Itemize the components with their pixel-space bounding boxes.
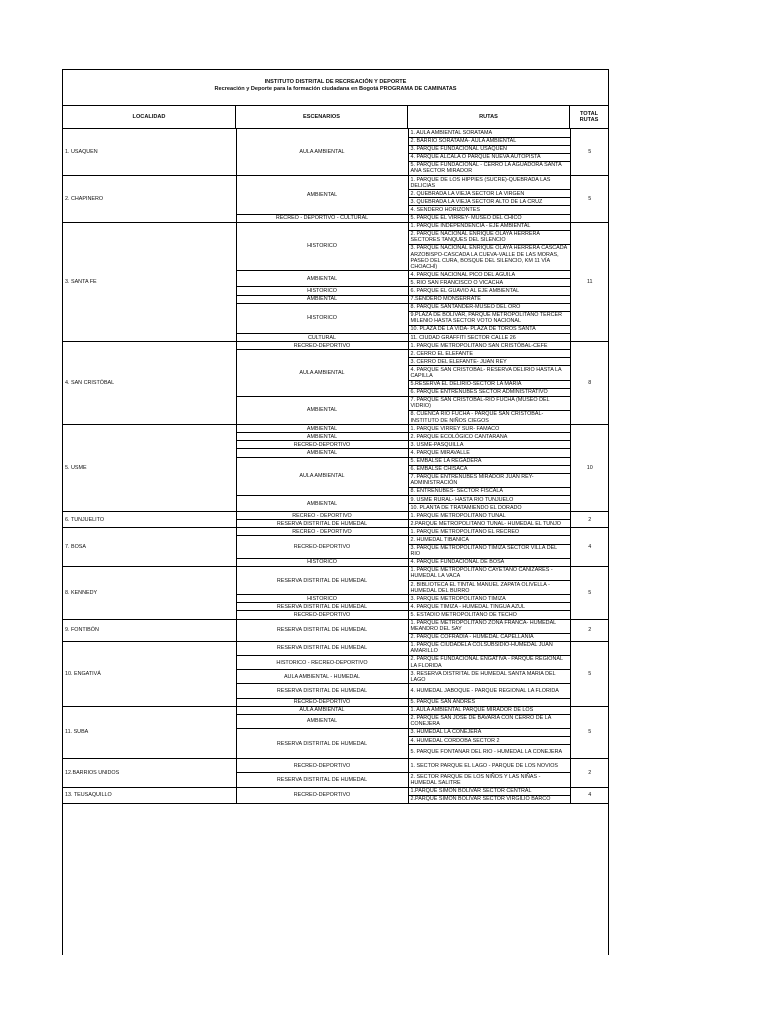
ruta-cell: 4. PARQUE MIRAVALLE — [408, 449, 570, 457]
routes-table — [63, 129, 609, 804]
localidad-cell: 11. SUBA — [63, 706, 236, 759]
ruta-cell: 5. ESTADIO METROPOLITANO DE TECHO — [408, 611, 570, 619]
ruta-cell: 7. PARQUE ENTRENUBES MIRADOR JUAN REY- ADMINISTRACIÓN — [408, 473, 570, 487]
table-row — [63, 425, 609, 433]
total-rutas-cell: 5 — [570, 566, 609, 619]
table-row — [63, 176, 609, 190]
ruta-cell: 7.SENDERO MONSERRATE — [408, 295, 570, 303]
escenario-cell: RECREO - DEPORTIVO — [236, 512, 408, 520]
ruta-cell: 4. PARQUE SAN CRISTOBAL- RESERVA DELIRIO HASTA LA CAPILLA — [408, 366, 570, 380]
ruta-cell: 3. QUEBRADA LA VIEJA SECTOR ALTO DE LA CRUZ — [408, 198, 570, 206]
escenario-cell: RESERVA DISTRITAL DE HUMEDAL — [236, 773, 408, 787]
ruta-cell: 9. USME RURAL- HASTA RIO TUNJUELO — [408, 496, 570, 504]
ruta-cell: 3. USME-PASQUILLA — [408, 441, 570, 449]
ruta-cell: 3. CERRO DEL ELEFANTE- JUAN REY — [408, 358, 570, 366]
ruta-cell: 4. PARQUE ALCALA O PARQUE NUEVA AUTOPISTA — [408, 153, 570, 161]
escenario-cell: AMBIENTAL — [236, 433, 408, 441]
ruta-cell: 2. BARRIO SORATAMA- AULA AMBIENTAL — [408, 137, 570, 145]
ruta-cell: 6. PARQUE ENTRENUBES SECTOR ADMINISTRATIVO — [408, 388, 570, 396]
ruta-cell: 1. PARQUE METROPOLITANO TUNAL — [408, 512, 570, 520]
escenario-cell: RESERVA DISTRITAL DE HUMEDAL — [236, 684, 408, 698]
localidad-cell: 4. SAN CRISTÓBAL — [63, 342, 236, 425]
title-line-1: INSTITUTO DISTRITAL DE RECREACIÓN Y DEPORTE — [264, 79, 407, 85]
header-rutas: RUTAS — [408, 106, 570, 128]
escenario-cell: AULA AMBIENTAL — [236, 457, 408, 495]
table-row — [63, 528, 609, 536]
localidad-cell: 10. ENGATIVÁ — [63, 641, 236, 706]
header-localidad: LOCALIDAD — [63, 106, 236, 128]
total-rutas-cell: 5 — [570, 129, 609, 176]
escenario-cell: AMBIENTAL — [236, 295, 408, 303]
localidad-cell: 3. SANTA FE — [63, 222, 236, 342]
document-title — [63, 70, 608, 106]
ruta-cell: 5. PARQUE FUNDACIONAL - CERRO LA AGUADORA SANTA ANA SECTOR MIRADOR — [408, 161, 570, 175]
ruta-cell: 4. PARQUE TIMIZA - HUMEDAL TINGUA AZUL — [408, 603, 570, 611]
ruta-cell: 4. SENDERO HORIZONTES — [408, 206, 570, 214]
ruta-cell: 3. PARQUE FUNDACIONAL USAQUEN — [408, 145, 570, 153]
header-escenarios: ESCENARIOS — [236, 106, 408, 128]
ruta-cell: 4. HUMEDAL CORDOBA SECTOR 2 — [408, 737, 570, 745]
table-row — [63, 641, 609, 655]
total-rutas-cell: 10 — [570, 425, 609, 512]
ruta-cell: 3. PARQUE METROPOLITANO TIMIZA SECTOR VILLA DEL RIO — [408, 544, 570, 558]
ruta-cell: 7. PARQUE SAN CRISTOBAL-RIO FUCHA (MUSEO DEL VIDRIO) — [408, 396, 570, 410]
total-rutas-cell: 4 — [570, 787, 609, 803]
ruta-cell: 1. SECTOR PARQUE EL LAGO - PARQUE DE LOS NOVIOS — [408, 759, 570, 773]
ruta-cell: 2. BIBLIOTECA EL TINTAL MANUEL ZAPATA OLIVELLA - HUMEDAL DEL BURRO — [408, 581, 570, 595]
escenario-cell: AMBIENTAL — [236, 714, 408, 728]
localidad-cell: 7. BOSA — [63, 528, 236, 566]
ruta-cell: 10. PLANTA DE TRATAMIENDO EL DORADO — [408, 504, 570, 512]
localidad-cell: 13. TEUSAQUILLO — [63, 787, 236, 803]
escenario-cell: HISTORICO — [236, 287, 408, 295]
localidad-cell: 6. TUNJUELITO — [63, 512, 236, 528]
ruta-cell: 3. RESERVA DISTRITAL DE HUMEDAL SANTA MARIA DEL LAGO — [408, 670, 570, 684]
escenario-cell: RESERVA DISTRITAL DE HUMEDAL — [236, 728, 408, 758]
ruta-cell: 2. PARQUE COFRADIA - HUMEDAL CAPELLANIA — [408, 633, 570, 641]
table-row — [63, 566, 609, 580]
ruta-cell: 2. CERRO EL ELEFANTE — [408, 350, 570, 358]
title-line-2: Recreación y Deporte para la formación ciudadana en Bogotá PROGRAMA DE CAMINATAS — [214, 86, 457, 92]
ruta-cell: 1. PARQUE METROPOLITANO EL RECREO — [408, 528, 570, 536]
ruta-cell: 8. CUENCA RIO FUCHA - PARQUE SAN CRISTOBAL- INSTITUTO DE NIÑOS CIEGOS — [408, 410, 570, 424]
ruta-cell: 4. HUMEDAL JABOQUE - PARQUE REGIONAL LA FLORIDA — [408, 684, 570, 698]
ruta-cell: 4. PARQUE NACIONAL PICO DEL AGUILA — [408, 271, 570, 279]
ruta-cell: 6. PARQUE EL GUAVIO AL EJE AMBIENTAL — [408, 287, 570, 295]
ruta-cell: 5. RIO SAN FRANCISCO O VICACHA — [408, 279, 570, 287]
ruta-cell: 2. PARQUE NACIONAL ENRIQUE OLAYA HERRERA SECTORES TANQUES DEL SILENCIO — [408, 230, 570, 244]
escenario-cell: HISTORICO — [236, 595, 408, 603]
escenario-cell: AMBIENTAL — [236, 396, 408, 424]
total-rutas-cell: 8 — [570, 342, 609, 425]
ruta-cell: 3. HUMEDAL LA CONEJERA — [408, 728, 570, 736]
document-page — [62, 69, 609, 955]
total-rutas-cell: 11 — [570, 222, 609, 342]
escenario-cell: RECREO-DEPORTIVO — [236, 342, 408, 350]
escenario-cell: RESERVA DISTRITAL DE HUMEDAL — [236, 566, 408, 594]
ruta-cell: 6. EMBALSE CHISACA — [408, 465, 570, 473]
localidad-cell: 2. CHAPINERO — [63, 176, 236, 223]
table-header — [63, 106, 608, 129]
ruta-cell: 9.PLAZA DE BOLIVAR, PARQUE METROPOLITANO TERCER MILENIO HASTA SECTOR VOTO NACIONAL — [408, 311, 570, 325]
escenario-cell: AULA AMBIENTAL — [236, 129, 408, 176]
table-row — [63, 512, 609, 520]
localidad-cell: 1. USAQUEN — [63, 129, 236, 176]
ruta-cell: 1. PARQUE INDEPENDENCIA - EJE AMBIENTAL — [408, 222, 570, 230]
table-row — [63, 619, 609, 633]
ruta-cell: 2. HUMEDAL TIBANICA — [408, 536, 570, 544]
table-row — [63, 342, 609, 350]
table-row — [63, 222, 609, 230]
escenario-cell: RECREO-DEPORTIVO — [236, 441, 408, 449]
escenario-cell: HISTORICO — [236, 222, 408, 271]
ruta-cell: 1. PARQUE METROPOLITANO CAYETANO CAÑIZARES - HUMEDAL LA VACA — [408, 566, 570, 580]
ruta-cell: 11. CIUDAD GRAFFITI SECTOR CALLE 26 — [408, 334, 570, 342]
escenario-cell: HISTORICO — [236, 303, 408, 333]
total-rutas-cell: 5 — [570, 641, 609, 706]
ruta-cell: 5. PARQUE FONTANAR DEL RIO - HUMEDAL LA CONEJERA — [408, 745, 570, 759]
escenario-cell: CULTURAL — [236, 334, 408, 342]
ruta-cell: 2.PARQUE SIMÓN BOLÍVAR SECTOR VIRGILIO BARCO — [408, 795, 570, 803]
escenario-cell: RECREO-DEPORTIVO — [236, 787, 408, 803]
escenario-cell: AULA AMBIENTAL - HUMEDAL — [236, 670, 408, 684]
ruta-cell: 1. PARQUE CIUDADELA COLSUBSIDIO-HUMEDAL JUAN AMARILLO — [408, 641, 570, 655]
escenario-cell: RESERVA DISTRITAL DE HUMEDAL — [236, 641, 408, 655]
escenario-cell: RECREO - DEPORTIVO - CULTURAL — [236, 214, 408, 222]
total-rutas-cell: 4 — [570, 528, 609, 566]
total-rutas-cell: 2 — [570, 512, 609, 528]
header-total-rutas: TOTAL RUTAS — [579, 110, 599, 123]
ruta-cell: 2.PARQUE METROPOLITANO TUNAL- HUMEDAL EL TUNJO — [408, 520, 570, 528]
escenario-cell: RECREO-DEPORTIVO — [236, 611, 408, 619]
escenario-cell: AMBIENTAL — [236, 496, 408, 512]
table-row — [63, 706, 609, 714]
escenario-cell: AMBIENTAL — [236, 425, 408, 433]
localidad-cell: 9. FONTIBÓN — [63, 619, 236, 641]
total-rutas-cell: 5 — [570, 706, 609, 759]
ruta-cell: 1. AULA AMBIENTAL PARQUE MIRADOR DE LOS — [408, 706, 570, 714]
localidad-cell: 5. USME — [63, 425, 236, 512]
ruta-cell: 5. PARQUE SAN ANDRES — [408, 698, 570, 706]
ruta-cell: 4. PARQUE FUNDACIONAL DE BOSA — [408, 558, 570, 566]
ruta-cell: 5. EMBALSE LA REGADERA — [408, 457, 570, 465]
ruta-cell: 1.PARQUE SIMÓN BOLÍVAR SECTOR CENTRAL — [408, 787, 570, 795]
escenario-cell: AULA AMBIENTAL — [236, 706, 408, 714]
ruta-cell: 8. PARQUE SANTANDER-MUSEO DEL ORO — [408, 303, 570, 311]
escenario-cell: AMBIENTAL — [236, 449, 408, 457]
total-rutas-cell: 5 — [570, 176, 609, 223]
ruta-cell: 5. PARQUE EL VIRREY- MUSEO DEL CHICO — [408, 214, 570, 222]
ruta-cell: 1. AULA AMBIENTAL SORATAMA — [408, 129, 570, 137]
table-row — [63, 129, 609, 137]
table-row — [63, 759, 609, 773]
ruta-cell: 3. PARQUE METROPOLITANO TIMIZA — [408, 595, 570, 603]
escenario-cell: RECREO - DEPORTIVO — [236, 528, 408, 536]
escenario-cell: RECREO-DEPORTIVO — [236, 759, 408, 773]
ruta-cell: 2. SECTOR PARQUE DE LOS NIÑOS Y LAS NIÑAS - HUMEDAL SALITRE — [408, 773, 570, 787]
escenario-cell: RESERVA DISTRITAL DE HUMEDAL — [236, 603, 408, 611]
escenario-cell: HISTORICO — [236, 558, 408, 566]
ruta-cell: 3. PARQUE NACIONAL ENRIQUE OLAYA HERRERA CASCADA ARZOBISPO-CASCADA LA CUEVA-VALLE DE LAS MORAS, PASEO DEL CURA, BOSQUE DEL SILENCIO, KM 11 VÍA CHOACHÍ) — [408, 244, 570, 270]
ruta-cell: 1. PARQUE METROPOLITANO SAN CRISTÓBAL-CEFE — [408, 342, 570, 350]
escenario-cell: HISTORICO - RECREO-DEPORTIVO — [236, 655, 408, 669]
escenario-cell: AULA AMBIENTAL — [236, 350, 408, 397]
escenario-cell: RESERVA DISTRITAL DE HUMEDAL — [236, 520, 408, 528]
escenario-cell: AMBIENTAL — [236, 176, 408, 214]
ruta-cell: 5.RESERVA EL DELIRIO-SECTOR LA MARIA — [408, 380, 570, 388]
total-rutas-cell: 2 — [570, 759, 609, 787]
escenario-cell: RECREO-DEPORTIVO — [236, 698, 408, 706]
ruta-cell: 10. PLAZA DE LA VIDA- PLAZA DE TOROS SANTA — [408, 325, 570, 333]
ruta-cell: 2. QUEBRADA LA VIEJA SECTOR LA VIRGEN — [408, 190, 570, 198]
total-rutas-cell: 2 — [570, 619, 609, 641]
localidad-cell: 8. KENNEDY — [63, 566, 236, 619]
ruta-cell: 2. PARQUE ECOLÓGICO CANTARANA — [408, 433, 570, 441]
escenario-cell: RESERVA DISTRITAL DE HUMEDAL — [236, 619, 408, 641]
ruta-cell: 8. ENTRENUBES- SECTOR FISCALA — [408, 487, 570, 495]
escenario-cell: AMBIENTAL — [236, 271, 408, 287]
ruta-cell: 2. PARQUE SAN JOSE DE BAVARIA CON CERRO DE LA CONEJERA — [408, 714, 570, 728]
ruta-cell: 2. PARQUE FUNDACIONAL ENGATIVA - PARQUE REGIONAL LA FLORIDA — [408, 655, 570, 669]
ruta-cell: 1. PARQUE VIRREY SUR- FAMACO — [408, 425, 570, 433]
ruta-cell: 1. PARQUE DE LOS HIPPIES (SUCRE)-QUEBRADA LAS DELICIAS — [408, 176, 570, 190]
escenario-cell: RECREO-DEPORTIVO — [236, 536, 408, 558]
localidad-cell: 12.BARRIOS UNIDOS — [63, 759, 236, 787]
ruta-cell: 1. PARQUE METROPOLITANO ZONA FRANCA- HUMEDAL MEANDRO DEL SAY — [408, 619, 570, 633]
table-row — [63, 787, 609, 795]
